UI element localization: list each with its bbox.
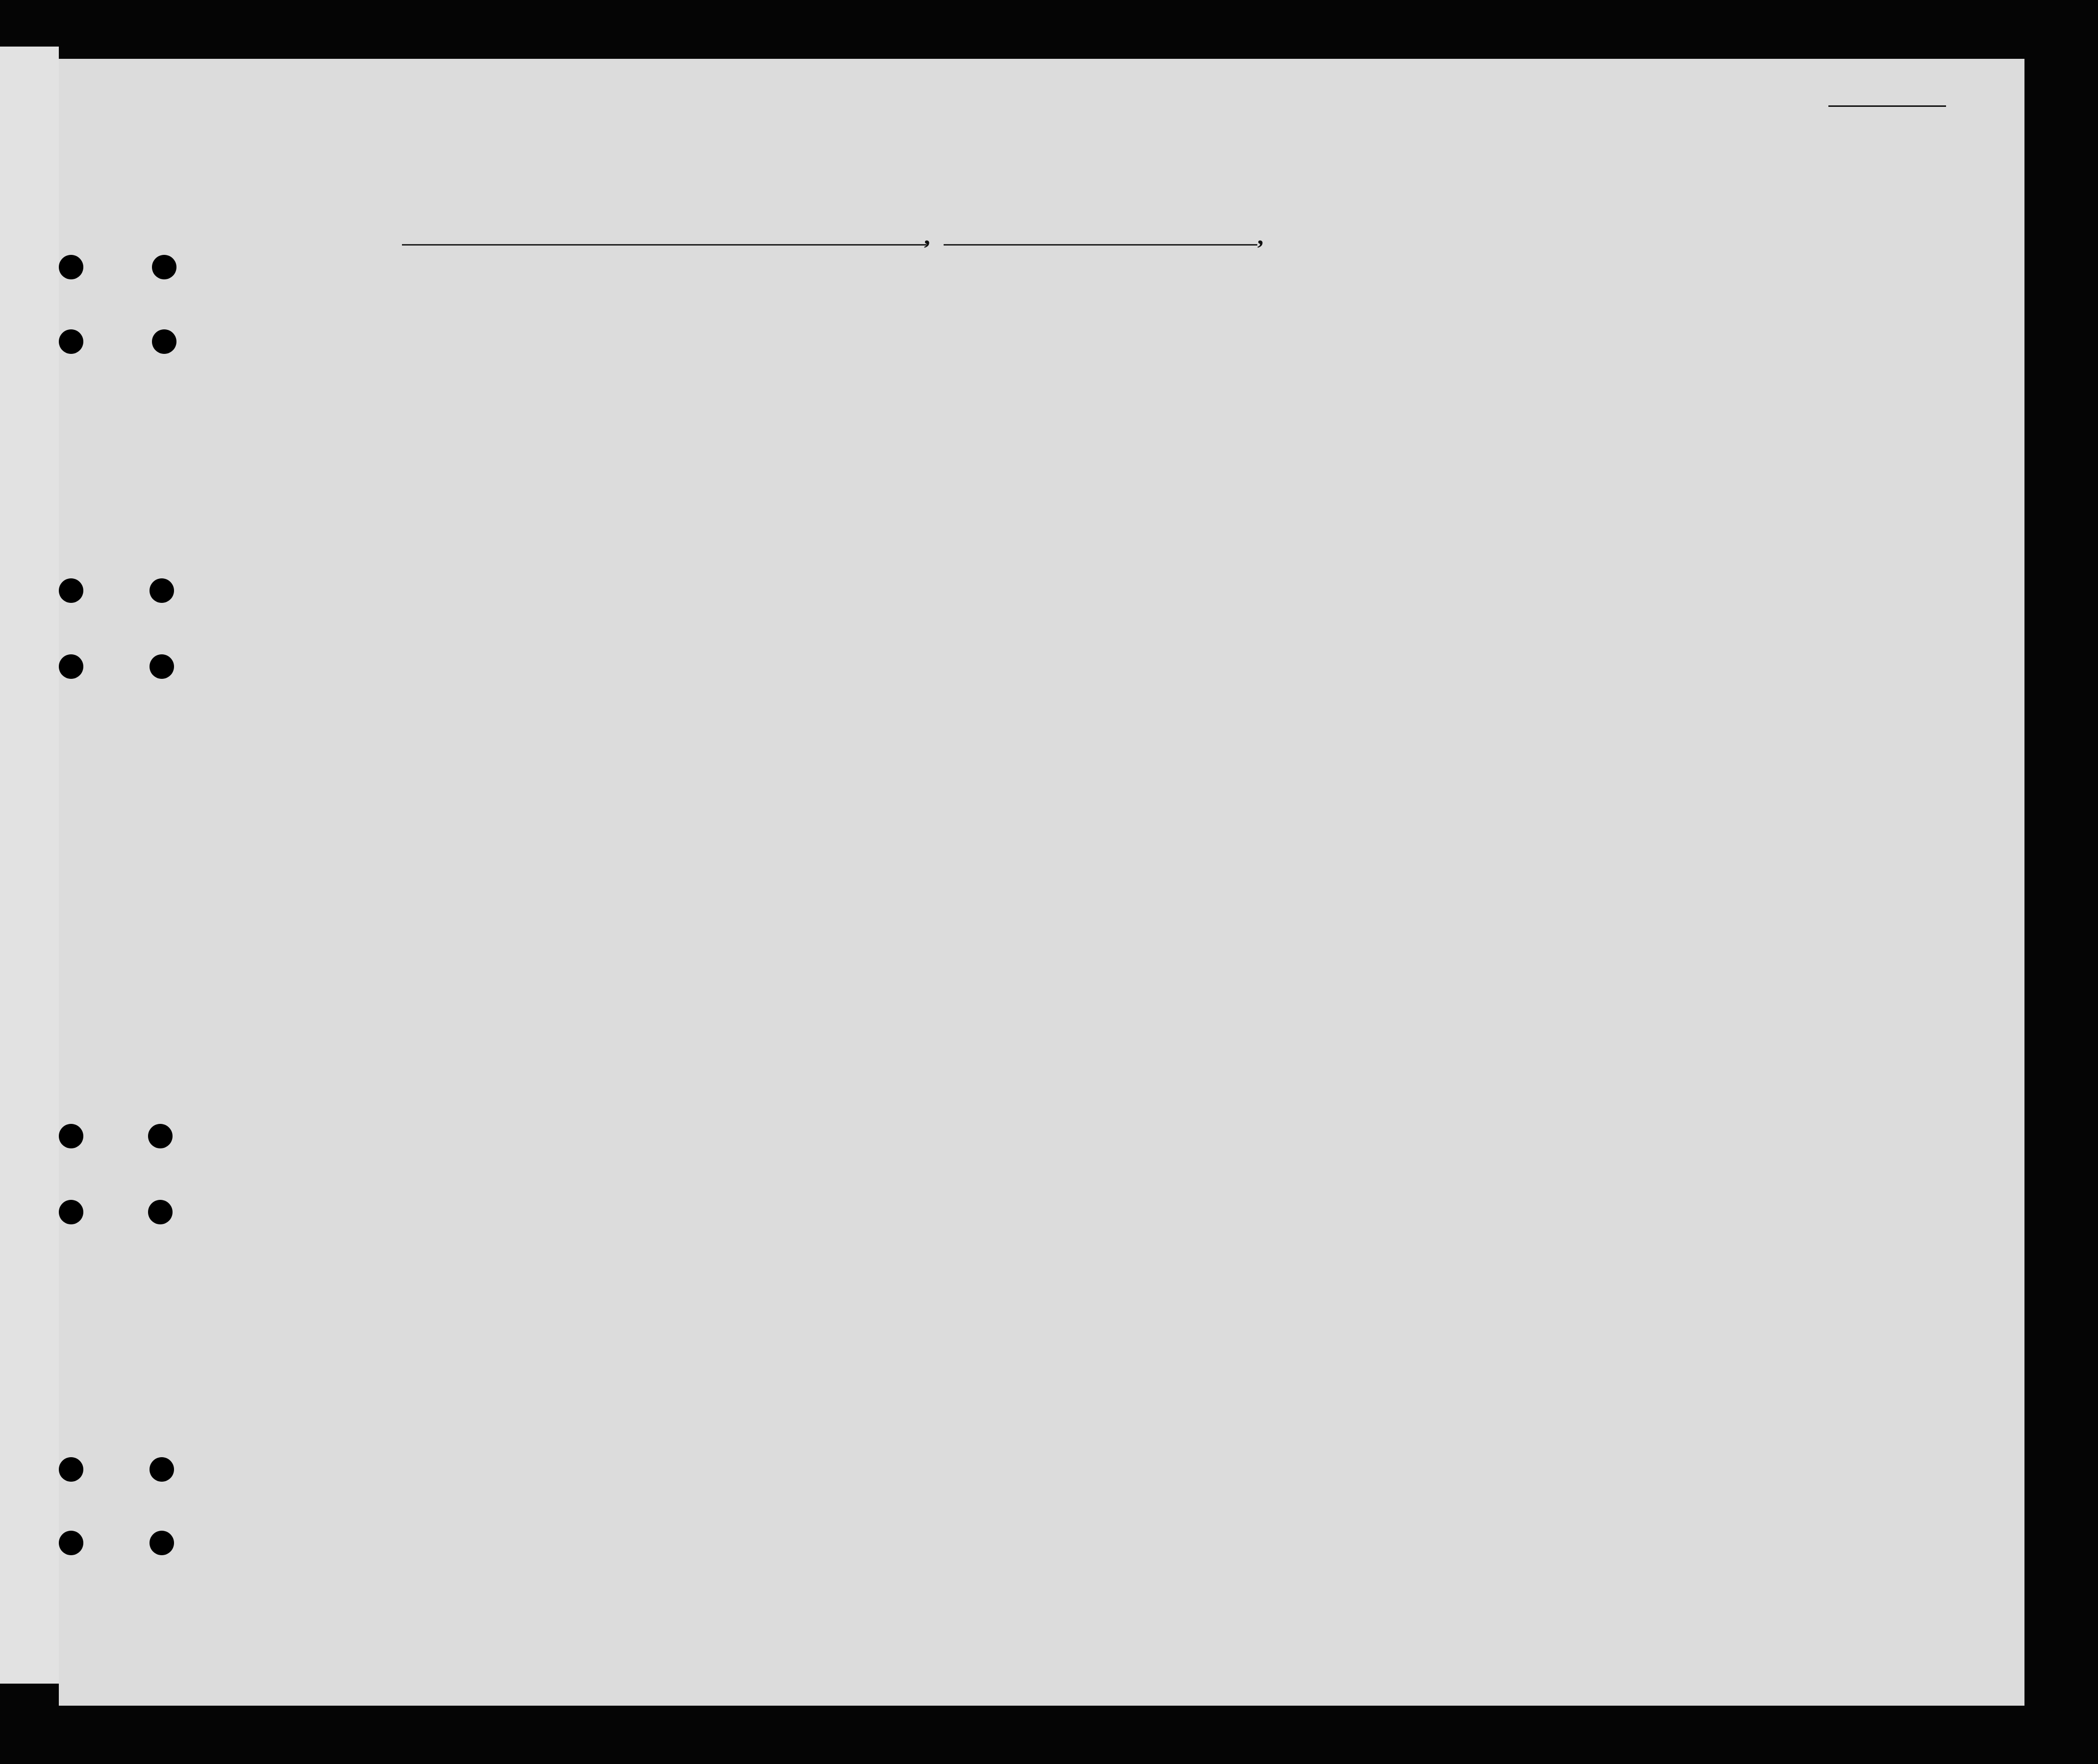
- col24-return: [1202, 314, 1249, 426]
- punch-hole: [150, 578, 174, 603]
- left-stub: [0, 47, 59, 1684]
- col30-header: [1530, 303, 1577, 425]
- punch-hole: [59, 1200, 83, 1224]
- punch-hole: [59, 1457, 83, 1482]
- date-underline: [944, 244, 1257, 246]
- col33-feet: [1692, 382, 1712, 426]
- punch-hole: [148, 1200, 173, 1224]
- col28-header: [1440, 303, 1487, 425]
- comma: ,: [1257, 222, 1264, 249]
- col29-header: [1489, 303, 1528, 425]
- punch-hole: [150, 1531, 174, 1555]
- punch-hole: [59, 654, 83, 679]
- punch-hole: [59, 329, 83, 354]
- col27-header: [1413, 303, 1438, 425]
- col25-header: [1356, 303, 1384, 425]
- list-underline: [1828, 105, 1946, 107]
- punch-hole: [150, 1457, 174, 1482]
- manifest-sheet: [59, 59, 2024, 1706]
- punch-hole: [59, 1124, 83, 1148]
- col19-header: [654, 303, 686, 425]
- punch-hole: [148, 1124, 173, 1148]
- punch-hole: [150, 654, 174, 679]
- punch-hole: [59, 255, 83, 279]
- col33-inches: [1714, 375, 1734, 426]
- punch-hole: [59, 1531, 83, 1555]
- col26-header: [1386, 303, 1411, 425]
- col24-length: [1252, 314, 1299, 426]
- punch-hole: [152, 255, 176, 279]
- punch-hole: [152, 329, 176, 354]
- col24-citizen: [1304, 314, 1353, 426]
- port-underline: [402, 244, 926, 246]
- col21-header: [777, 303, 808, 425]
- punch-hole: [59, 578, 83, 603]
- comma: ,: [924, 222, 930, 249]
